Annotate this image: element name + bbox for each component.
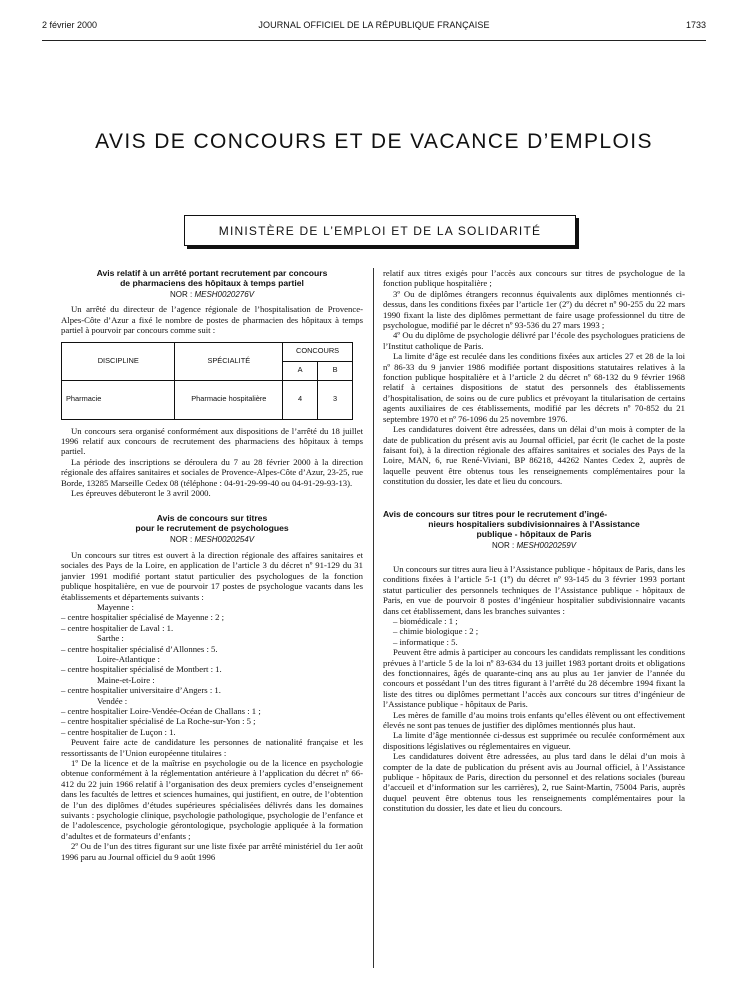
section-2-paragraph: Un concours sur titres est ouvert à la direction régionale des affaires sanitaires et sociales des Pays de la Loire, en application de l’article 3 du décret nº 91-129 du 31 janvier 1991 modifié portant statut particulier des psychologues de la fonction publique hospitalière, en vue de pourvoir 17 postes de psychologue vacants dans les établissements et départements suivants : (61, 549, 363, 602)
ministry-box (184, 215, 576, 246)
section-2-paragraph: Peuvent faire acte de candidature les personnes de nationalité française et les ressortissants de l’Union européenne titulaires : (61, 737, 363, 758)
column-divider (373, 268, 374, 968)
list-item: – informatique : 5. (393, 636, 458, 647)
header-date: 2 février 2000 (42, 20, 98, 30)
section-2-nor (61, 535, 363, 545)
list-item: – centre hospitalier Loire-Vendée-Océan de Challans : 1 ; (61, 705, 261, 716)
nor-label: NOR : (491, 540, 515, 550)
list-item: – biomédicale : 1 ; (393, 615, 458, 626)
table-cell-a: 4 (283, 380, 318, 419)
nor-label: NOR : (169, 290, 193, 299)
table-row (62, 380, 353, 419)
table-header-concours: CONCOURS (283, 342, 353, 361)
table-cell-b: 3 (318, 380, 353, 419)
section-3-title-line-2: nieurs hospitaliers subdivisionnaires à l’Assistance (428, 518, 640, 529)
left-column (61, 268, 363, 862)
section-1-paragraph: Un concours sera organisé conformément aux dispositions de l’arrêté du 18 juillet 1996 relatif aux concours de recrutement des pharmaciens des hôpitaux à temps partiel. (61, 425, 363, 457)
nor-code: MESH0020259V (516, 540, 577, 550)
section-2-paragraph: La limite d’âge est reculée dans les conditions fixées aux articles 27 et 28 de la loi nº 86-33 du 9 janvier 1986 modifiée portant dispositions statutaires relatives à la fonction publique hospitalière et à l’article 2 du décret nº 68-132 du 9 février 1968 relatif à certaines dispositions de statut des personnels des établissements d’hospitalisation, de soins ou de cure publics et prévoyant la titularisation de certains agents auxiliaires de ces établissements, modifié par les décrets nº 70-852 du 21 septembre 1970 et nº 76-1096 du 25 novembre 1976. (383, 351, 685, 424)
list-item: – centre hospitalier spécialisé d’Allonnes : 5. (61, 643, 218, 654)
section-1-paragraph: Un arrêté du directeur de l’agence régionale de l’hospitalisation de Provence-Alpes-Côte d’Azur a fixé le nombre de postes de pharmacien des hôpitaux à temps partiel à pourvoir par concours comme suit : (61, 304, 363, 336)
section-2-paragraph: 4º Ou du diplôme de psychologie délivré par l’école des psychologues praticiens de l’Institut catholique de Paris. (383, 330, 685, 351)
section-3-paragraph: Peuvent être admis à participer au concours les candidats remplissant les conditions prévues à l’article 5 de la loi nº 83-634 du 13 juillet 1983 portant droits et obligations des fonctionnaires, âgés de quarante-cinq ans au plus au 1er janvier de l’année du concours et possédant l’un des titres figurant à l’arrêté du 28 décembre 1994 fixant la liste des titres ou diplômes permettant l’accès aux concours sur titres d’ingénieur de l’Assistance publique - hôpitaux de Paris. (383, 647, 685, 710)
section-1-nor (61, 290, 363, 300)
section-2-title-line-1: Avis de concours sur titres (156, 513, 268, 524)
section-2-continued-paragraph: relatif aux titres exigés pour l’accès aux concours sur titres de psychologue de la fonction publique hospitalière ; (383, 268, 685, 289)
section-3-paragraph: La limite d’âge mentionnée ci-dessus est supprimée ou reculée conformément aux dispositions législatives ou réglementaires en vigueur. (383, 730, 685, 751)
header-page-number: 1733 (685, 20, 706, 30)
department-heading: Mayenne : (97, 601, 134, 612)
section-2-title-line-2: pour le recrutement de psychologues (135, 523, 289, 534)
nor-code: MESH0020254V (194, 535, 255, 545)
department-heading: Maine-et-Loire : (97, 674, 155, 685)
section-2-paragraph: 2º Ou de l’un des titres figurant sur une liste fixée par arrêté ministériel du 1er août 1996 paru au Journal officiel du 9 août 1996 (61, 841, 363, 862)
section-1-title-line-1: Avis relatif à un arrêté portant recrutement par concours (96, 268, 328, 278)
list-item: – centre hospitalier spécialisé de Montbert : 1. (61, 664, 222, 675)
nor-code: MESH0020276V (194, 290, 255, 299)
list-item: – centre hospitalier de Laval : 1. (61, 622, 174, 633)
department-heading: Sarthe : (97, 633, 124, 644)
section-3-title-line-1: Avis de concours sur titres pour le recrutement d’ingé- (383, 508, 608, 519)
ministry-title: MINISTÈRE DE L’EMPLOI ET DE LA SOLIDARITÉ (218, 223, 542, 238)
table-cell-specialite: Pharmacie hospitalière (175, 380, 283, 419)
section-2-paragraph: 3º Ou de diplômes étrangers reconnus équivalents aux diplômes mentionnés ci-dessus, dans les conditions fixées par l’article 1er (2º) du décret nº 90-255 du 22 mars 1990 fixant la liste des diplômes permettant de faire usage professionnel du titre de psychologue, modifié par le décret nº 93-536 du 27 mars 1993 ; (383, 288, 685, 331)
section-3-nor (383, 541, 685, 551)
list-item: – centre hospitalier spécialisé de Mayenne : 2 ; (61, 612, 225, 623)
nor-label: NOR : (169, 535, 193, 545)
posts-table (61, 342, 353, 420)
section-3-paragraph: Un concours sur titres aura lieu à l’Assistance publique - hôpitaux de Paris, dans les conditions fixées à l’article 5-1 (1º) du décret nº 93-145 du 3 février 1993 portant statut particulier des personnels techniques de l’Assistance publique - hôpitaux de Paris, en vue de pourvoir 8 postes d’ingénieur hospitalier subdivisionnaire vacants dans cet établissement, dans les branches suivantes : (383, 563, 685, 616)
section-3-title-line-3: publique - hôpitaux de Paris (476, 528, 592, 539)
section-3-paragraph: Les mères de famille d’au moins trois enfants qu’elles élèvent ou ont effectivement élevés ne sont pas tenues de justifier des diplômes mentionnés plus haut. (383, 709, 685, 731)
department-heading: Loire-Atlantique : (97, 653, 160, 664)
table-header-discipline: DISCIPLINE (62, 342, 175, 380)
page-header (42, 12, 706, 41)
header-journal-title: JOURNAL OFFICIEL DE LA RÉPUBLIQUE FRANÇAISE (258, 20, 490, 30)
section-2-paragraph: 1º De la licence et de la maîtrise en psychologie ou de la licence en psychologie obtenue conformément à la réglementation antérieure à l’application du décret nº 66-412 du 22 juin 1966 relatif à l’organisation des deux premiers cycles d’enseignement dans les facultés de lettres et sciences humaines, qui justifient, en outre, de l’obtention de l’un des diplômes d’études supérieures spécialisées délivrés dans les domaines suivants : psychologie clinique, psychologie pathologique, psychologie de l’enfance et de l’adolescence, psychologie gérontologique, psychologie appliquée à la formation d’adultes et de formateurs d’enfants ; (61, 758, 363, 841)
right-column (383, 268, 685, 814)
table-header-specialite: SPÉCIALITÉ (175, 342, 283, 380)
table-header-a: A (283, 361, 318, 380)
list-item: – centre hospitalier de Luçon : 1. (61, 726, 176, 737)
table-header-b: B (318, 361, 353, 380)
section-3-paragraph: Les candidatures doivent être adressées, au plus tard dans le délai d’un mois à compter de la date de publication du présent avis au Journal officiel, à l’Assistance publique - hôpitaux de Paris, direction du personnel et des relations sociales (bureau d’accueil et d’information sur les carrières), 2, rue Saint-Martin, 75004 Paris, auprès duquel peuvent être obtenus tous les renseignements complémentaires pour la constitution du dossier, les date et lieu du concours. (383, 751, 685, 814)
section-2-paragraph: Les candidatures doivent être adressées, dans un délai d’un mois à compter de la date de publication du présent avis au Journal officiel, par écrit (le cachet de la poste faisant foi), à la direction régionale des affaires sanitaires et sociales des Pays de la Loire, MAN, 6, rue René-Viviani, BP 86218, 44262 Nantes Cedex 2, auprès de laquelle peuvent être obtenus tous les renseignements complémentaires pour la constitution du dossier, les date et lieu du concours. (383, 424, 685, 487)
section-1-paragraph: Les épreuves débuteront le 3 avril 2000. (71, 488, 211, 499)
list-item: – centre hospitalier universitaire d’Angers : 1. (61, 685, 221, 696)
section-1-title-line-2: de pharmaciens des hôpitaux à temps partiel (120, 278, 304, 288)
page-title: AVIS DE CONCOURS ET DE VACANCE D’EMPLOIS (95, 130, 653, 153)
department-heading: Vendée : (97, 695, 128, 706)
section-1-paragraph: La période des inscriptions se déroulera du 7 au 28 février 2000 à la direction régionale des affaires sanitaires et sociales de Provence-Alpes-Côte d’Azur, 23-25, rue Borde, 13285 Marseille Cedex 08 (téléphone : 04-91-29-99-40 ou 04-91-29-93-13). (61, 456, 363, 488)
list-item: – centre hospitalier spécialisé de La Roche-sur-Yon : 5 ; (61, 716, 256, 727)
list-item: – chimie biologique : 2 ; (393, 626, 479, 637)
table-cell-discipline: Pharmacie (62, 380, 175, 419)
